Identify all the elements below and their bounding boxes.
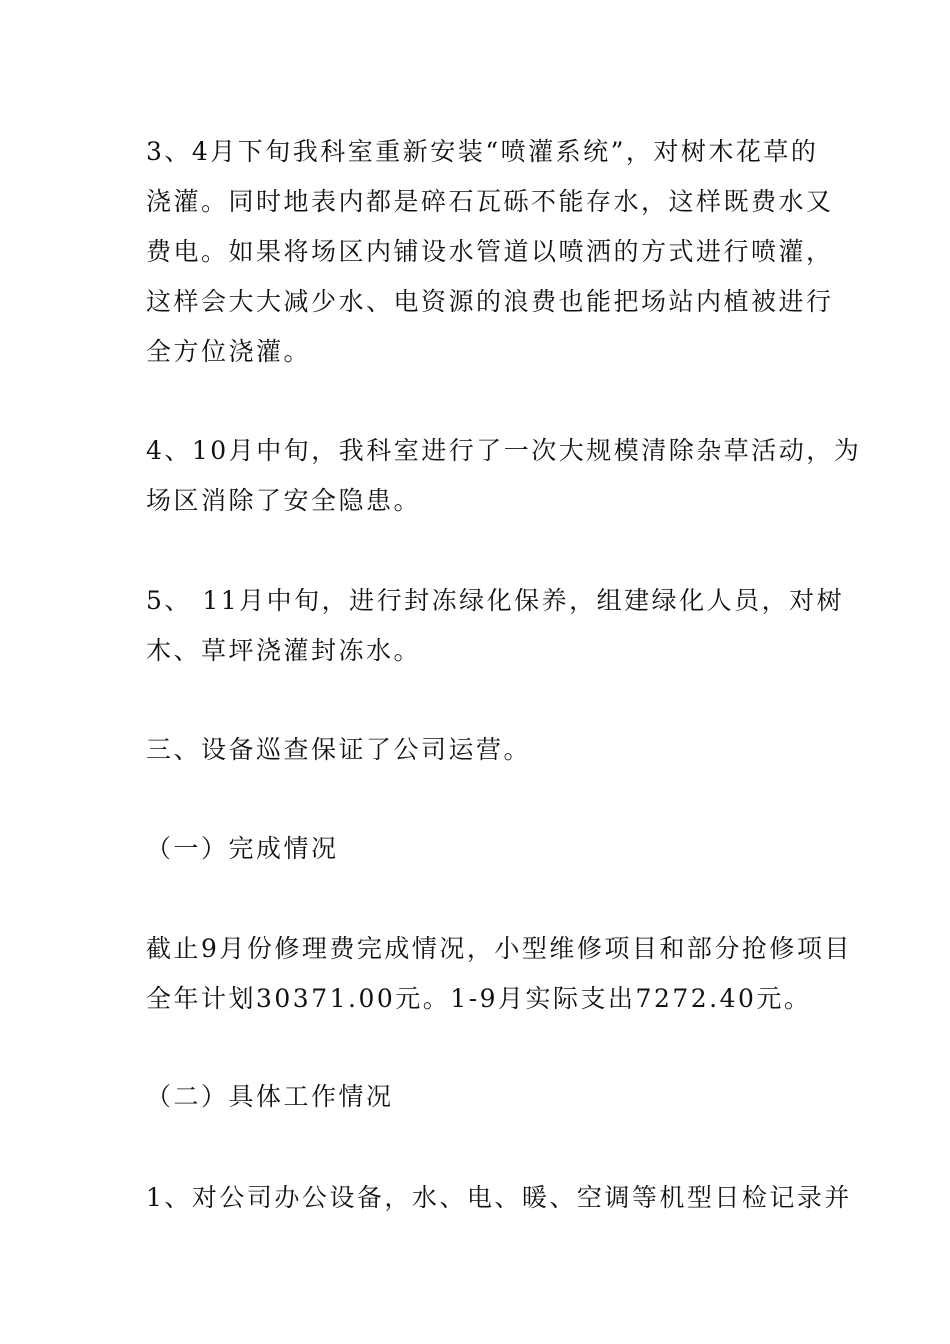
paragraph-weed-removal bbox=[146, 426, 862, 526]
paragraph-line: 1、对公司办公设备，水、电、暖、空调等机型日检记录并 bbox=[146, 1183, 852, 1212]
paragraph-repair-budget bbox=[146, 924, 852, 1024]
heading-line: （二）具体工作情况 bbox=[146, 1082, 394, 1111]
paragraph-line: 这样会大大减少水、电资源的浪费也能把场站内植被进行 bbox=[146, 287, 834, 316]
paragraph-daily-inspection bbox=[146, 1173, 852, 1223]
paragraph-line: 浇灌。同时地表内都是碎石瓦砾不能存水，这样既费水又 bbox=[146, 187, 834, 216]
heading-line: （一）完成情况 bbox=[146, 834, 339, 863]
paragraph-line: 全年计划30371.00元。1-9月实际支出7272.40元。 bbox=[146, 984, 812, 1013]
paragraph-line: 3、4月下旬我科室重新安装“喷灌系统”，对树木花草的 bbox=[146, 137, 819, 166]
paragraph-line: 截止9月份修理费完成情况，小型维修项目和部分抢修项目 bbox=[146, 934, 852, 963]
section-heading-equipment-inspection bbox=[146, 725, 806, 775]
paragraph-line: 5、 11月中旬，进行封冻绿化保养，组建绿化人员，对树 bbox=[146, 586, 845, 615]
paragraph-irrigation-system bbox=[146, 127, 834, 377]
paragraph-line: 全方位浇灌。 bbox=[146, 337, 312, 366]
subheading-completion-status bbox=[146, 824, 806, 874]
paragraph-line: 4、10月中旬，我科室进行了一次大规模清除杂草活动，为 bbox=[146, 436, 862, 465]
paragraph-line: 场区消除了安全隐患。 bbox=[146, 486, 422, 515]
subheading-specific-work bbox=[146, 1072, 806, 1122]
paragraph-winter-maintenance bbox=[146, 576, 845, 676]
paragraph-line: 木、草坪浇灌封冻水。 bbox=[146, 636, 422, 665]
heading-line: 三、设备巡查保证了公司运营。 bbox=[146, 735, 532, 764]
paragraph-line: 费电。如果将场区内铺设水管道以喷洒的方式进行喷灌， bbox=[146, 237, 834, 266]
